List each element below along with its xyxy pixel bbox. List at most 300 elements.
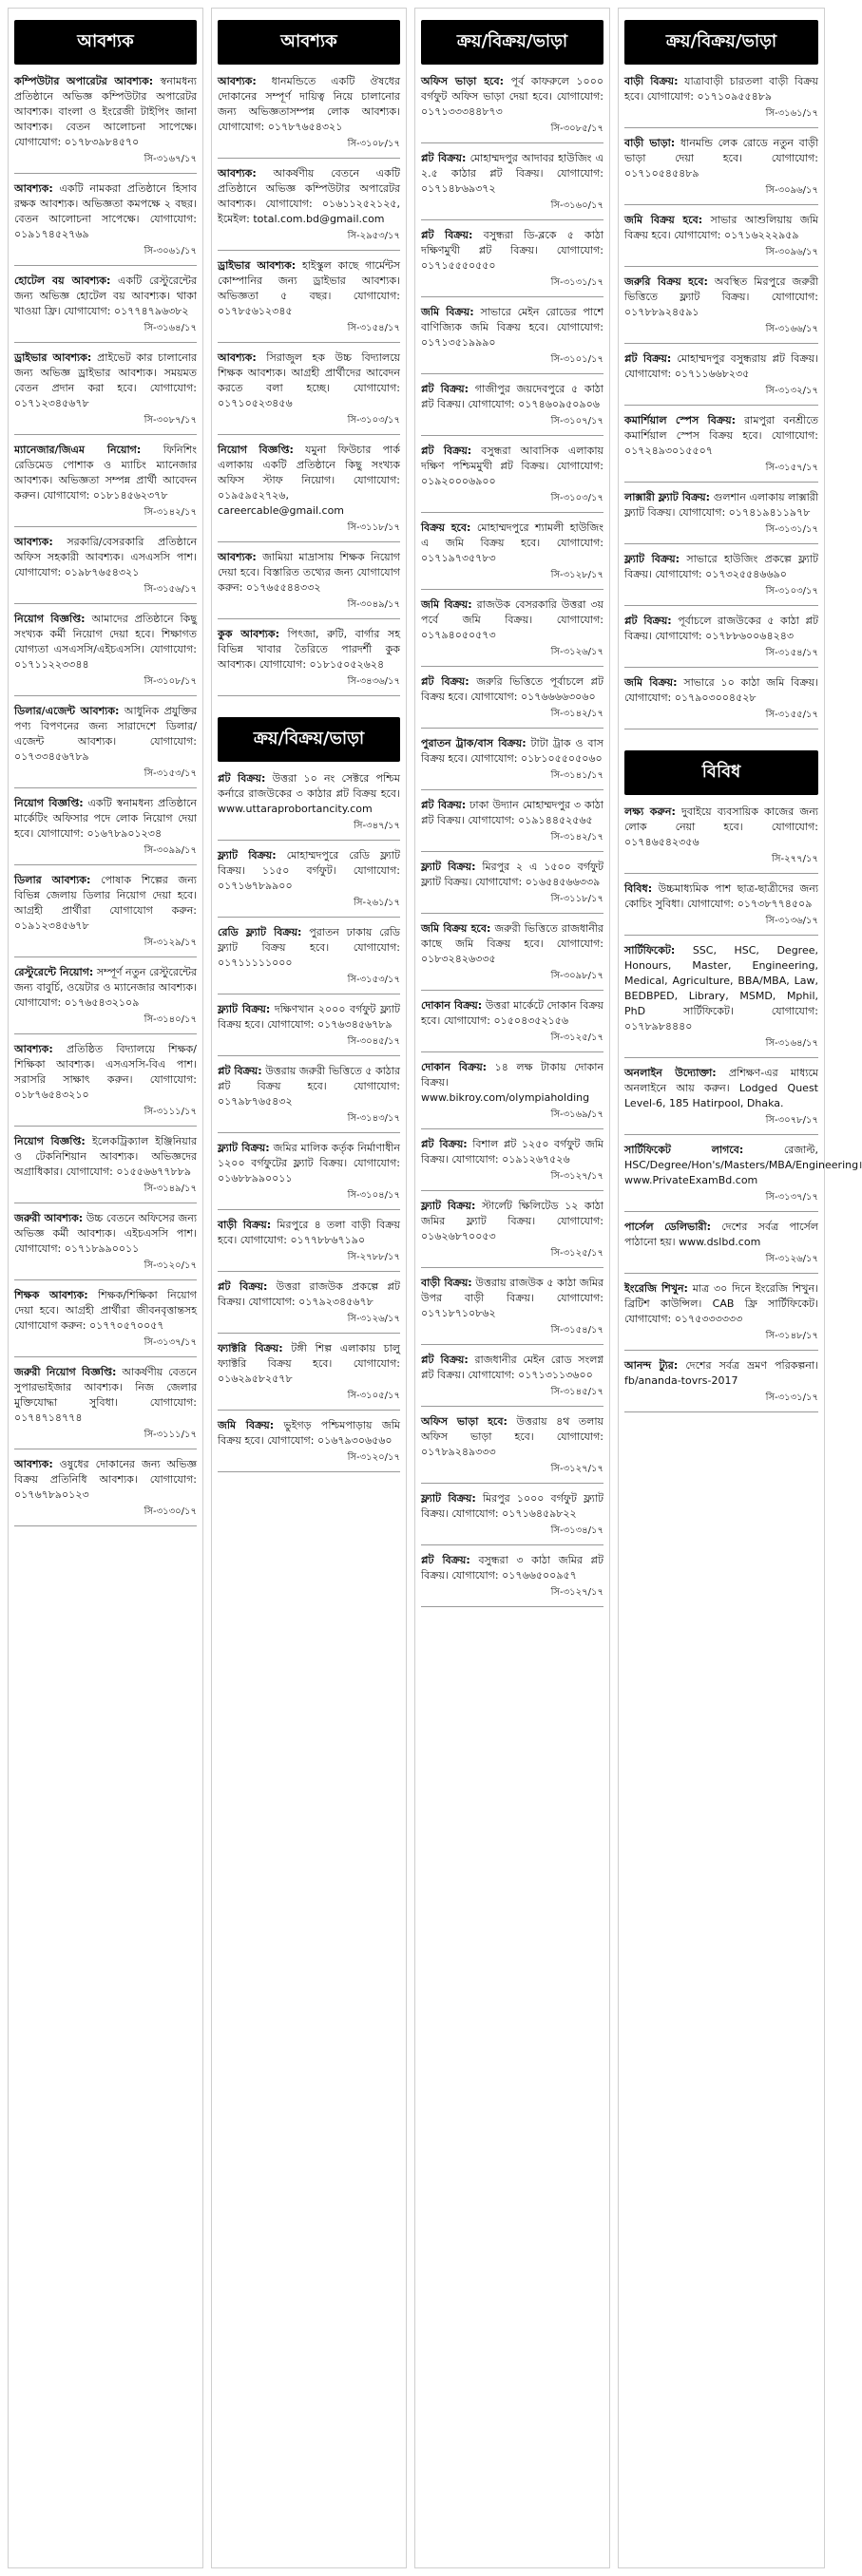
ad-divider bbox=[624, 543, 818, 544]
classified-ad bbox=[421, 151, 603, 214]
ad-reference: সি-৩১২৫/১৭ bbox=[550, 1032, 603, 1043]
ad-divider bbox=[421, 1267, 603, 1268]
ad-reference: সি-৩১০১/১৭ bbox=[550, 354, 603, 365]
ad-body: একটি রেস্টুরেন্টের জন্য অভিজ্ঞ হোটেল বয় আবশ্যক। থাকা খাওয়া ফ্রি। যোগাযোগ: ০১৭৭৪৭৯৬৩৮২ bbox=[14, 275, 198, 317]
ad-reference: সি-৩১৬৬/১৭ bbox=[765, 324, 818, 334]
ad-reference: সি-২৭৭/১৭ bbox=[772, 854, 818, 864]
ad-body: মোহাম্মদপুর আদাবর হাউজিং এ ২.৫ কাঠার প্লট বিক্রয়। যোগাযোগ: ০১৭১৪৮৬৯৩৭২ bbox=[421, 152, 603, 195]
classified-ad bbox=[14, 443, 197, 521]
ad-title: জমি বিক্রয় হবে: bbox=[624, 214, 703, 226]
classified-ad bbox=[421, 736, 603, 784]
ad-divider bbox=[624, 1134, 818, 1135]
column-4 bbox=[618, 8, 862, 2568]
ad-divider bbox=[624, 605, 818, 606]
ad-title: বাড়ী ভাড়া: bbox=[624, 137, 676, 149]
ad-reference: সি-৩১৪৯/১৭ bbox=[144, 1184, 197, 1194]
classified-ad bbox=[624, 413, 818, 476]
ad-title: জমি বিক্রয়: bbox=[421, 306, 474, 318]
ad-reference: সি-৩০৭৮/১৭ bbox=[765, 1115, 818, 1126]
ad-title: নিয়োগ বিজ্ঞপ্তি: bbox=[218, 444, 294, 456]
ad-title: দোকান বিক্রয়: bbox=[421, 999, 483, 1012]
ad-divider bbox=[14, 1126, 197, 1127]
ad-title: প্লট বিক্রয়: bbox=[421, 1554, 470, 1566]
classified-ad bbox=[14, 350, 197, 428]
ad-title: শিক্ষক আবশ্যক: bbox=[14, 1289, 88, 1301]
ad-reference: সি-৩১০৫/১৭ bbox=[347, 1391, 400, 1401]
section-header-misc: বিবিধ bbox=[624, 750, 818, 795]
ad-reference: সি-৩১৬০/১৭ bbox=[550, 200, 603, 211]
ad-reference: সি-৩১২৭/১৭ bbox=[550, 1587, 603, 1598]
ad-title: ফ্ল্যাট বিক্রয়: bbox=[421, 1200, 476, 1212]
ad-title: জমি বিক্রয়: bbox=[218, 1419, 275, 1431]
ad-title: প্লট বিক্রয়: bbox=[624, 352, 672, 365]
classified-ad bbox=[421, 1553, 603, 1601]
ad-divider bbox=[624, 1057, 818, 1058]
classified-ad bbox=[14, 1365, 197, 1443]
ads-list-col4b bbox=[624, 805, 862, 1412]
ad-body: বসুন্ধরা ডি-ব্লকে ৫ কাঠা দক্ষিণমুখী প্লট বিক্রয়। যোগাযোগ: ০১৭১৫৫৫০৫৫০ bbox=[421, 229, 604, 272]
ad-reference: সি-৩১০৩/১৭ bbox=[765, 586, 818, 597]
ad-reference: সি-৩১২৬/১৭ bbox=[765, 1254, 818, 1264]
ad-title: ডিলার/এজেন্ট আবশ্যক: bbox=[14, 705, 120, 717]
ad-title: প্লট বিক্রয়: bbox=[624, 615, 672, 627]
ad-divider bbox=[14, 265, 197, 266]
ad-divider bbox=[421, 789, 603, 790]
ad-reference: সি-৩১৩২/১৭ bbox=[765, 386, 818, 396]
ad-reference: সি-৩১২০/১৭ bbox=[144, 1260, 197, 1271]
ad-divider bbox=[218, 434, 400, 435]
ad-reference: সি-২৯৫৩/১৭ bbox=[347, 231, 400, 241]
classified-ad bbox=[218, 1418, 400, 1466]
classified-ad bbox=[624, 614, 818, 661]
ad-reference: সি-৩১৪২/১৭ bbox=[144, 507, 197, 518]
ad-divider bbox=[218, 618, 400, 619]
ad-title: আবশ্যক: bbox=[218, 167, 257, 180]
ad-reference: সি-৩১৩১/১৭ bbox=[765, 524, 818, 535]
ad-body: ঢাকা উদ্যান মোহাম্মদপুর ৩ কাঠা প্লট বিক্রয়। যোগাযোগ: ০১৯১৪৪৫২৫৬৫ bbox=[421, 799, 603, 826]
ad-title: সার্টিফিকেট: bbox=[624, 944, 676, 957]
ad-body: হাইস্কুল কাছে গার্মেন্টস কোম্পানির জন্য ড্রাইভার আবশ্যক। অভিজ্ঞতা ৫ বছর। যোগাযোগ: ০১৭৮৫৬১২৩৪৫ bbox=[218, 259, 400, 317]
classified-ad bbox=[14, 1042, 197, 1120]
classified-ad bbox=[421, 521, 603, 583]
classified-ad bbox=[421, 74, 603, 137]
ad-body: ইলেকট্রিক্যাল ইঞ্জিনিয়ার ও টেকনিশিয়ান আবশ্যক। অভিজ্ঞদের অগ্রাধিকার। যোগাযোগ: ০১৫৫৬৬৭৭৮৮৯ bbox=[14, 1135, 197, 1178]
ad-title: দোকান বিক্রয়: bbox=[421, 1061, 488, 1073]
ad-body: মোহাম্মদপুরে শ্যামলী হাউজিং এ জমি বিক্রয় হবে। যোগাযোগ: ০১৭১৯৭৩৫৭৮৩ bbox=[421, 521, 604, 564]
classified-ad bbox=[421, 1353, 603, 1400]
ad-divider bbox=[421, 666, 603, 667]
ad-divider bbox=[14, 864, 197, 865]
classified-ad bbox=[218, 166, 400, 244]
ad-body: উত্তরা রাজউক প্রকল্পে প্লট বিক্রয়। যোগাযোগ: ০১৭৯২৩৪৫৬৭৮ bbox=[218, 1280, 400, 1308]
ad-body: স্বনামধন্য প্রতিষ্ঠানে অভিজ্ঞ কম্পিউটার অপারেটর আবশ্যক। বাংলা ও ইংরেজী টাইপিং জানা আবশ্যক। বেতন আলোচনা সাপেক্ষে। যোগাযোগ: ০১৭৮৩৯৮৪৫৭০ bbox=[14, 75, 197, 148]
ad-divider bbox=[218, 158, 400, 159]
classified-ad bbox=[14, 535, 197, 597]
ad-reference: সি-৩১০৪/১৭ bbox=[347, 1190, 400, 1201]
ad-body: ভুইগড় পশ্চিমপাড়ায় জমি বিক্রয় হবে। যোগাযোগ: ০১৬৭৯৩০৬৫৬০ bbox=[218, 1419, 401, 1447]
ad-title: রেডি ফ্ল্যাট বিক্রয়: bbox=[218, 926, 302, 938]
ad-title: ডিলার আবশ্যক: bbox=[14, 874, 91, 886]
ad-reference: সি-২৭৮৮/১৭ bbox=[347, 1252, 400, 1262]
ad-divider bbox=[624, 667, 818, 668]
classified-ad bbox=[624, 1066, 818, 1128]
section-header-buy-sell: ক্রয়/বিক্রয়/ভাড়া bbox=[624, 20, 818, 65]
ad-body: সাভারে হাউজিং প্রকল্পে ফ্ল্যাট বিক্রয়। যোগাযোগ: ০১৭৩২৫৫৪৬৬৯০ bbox=[624, 553, 819, 580]
classified-ad bbox=[218, 848, 400, 911]
ad-title: বিবিধ: bbox=[624, 882, 653, 895]
ad-title: প্লট বিক্রয়: bbox=[421, 152, 467, 164]
ad-title: জমি বিক্রয়: bbox=[624, 676, 678, 689]
section-header-wanted: আবশ্যক bbox=[14, 20, 197, 65]
classified-ad bbox=[421, 998, 603, 1046]
ad-reference: সি-৩০৮৫/১৭ bbox=[550, 123, 603, 134]
ad-body: একটি স্বনামধন্য প্রতিষ্ঠানে মার্কেটিং অফিসার পদে লোক নিয়োগ দেয়া হবে। যোগাযোগ: ০১৬৭৮৯০১২৩৪ bbox=[14, 797, 197, 840]
ad-divider bbox=[14, 1525, 197, 1526]
ad-reference: সি-৩১৪৩/১৭ bbox=[347, 1113, 400, 1124]
ad-reference: সি-৩১৩৭/১৭ bbox=[144, 1337, 197, 1348]
ad-title: প্লট বিক্রয়: bbox=[218, 1065, 262, 1077]
ad-body: মিরপুরে ৪ তলা বাড়ী বিক্রয় হবে। যোগাযোগ: ০১৭৭৮৮৬৭১৯০ bbox=[218, 1219, 400, 1246]
ad-reference: সি-৩০৬১/১৭ bbox=[144, 246, 197, 256]
classified-ad bbox=[421, 382, 603, 429]
classified-ad bbox=[421, 597, 603, 660]
ad-title: ফ্ল্যাট বিক্রয়: bbox=[218, 849, 277, 862]
ad-body: বসুন্ধরা আবাসিক এলাকায় দক্ষিণ পশ্চিমমুখী প্লট বিক্রয়। যোগাযোগ: ০১৯২০০০৬৯০০ bbox=[421, 445, 603, 487]
ad-divider bbox=[624, 266, 818, 267]
ad-reference: সি-৩১১৮/১৭ bbox=[347, 522, 400, 533]
ad-reference: সি-৩১৩০/১৭ bbox=[144, 1506, 197, 1517]
ad-reference: সি-৩১৫৭/১৭ bbox=[765, 463, 818, 473]
ad-divider bbox=[218, 1055, 400, 1056]
ads-list-col2 bbox=[218, 74, 400, 696]
ad-title: ম্যানেজার/জিএম নিয়োগ: bbox=[14, 444, 142, 456]
ad-reference: সি-৩০৯৮/১৭ bbox=[550, 971, 603, 981]
ad-reference: সি-৩১০৭/১৭ bbox=[550, 416, 603, 426]
ad-body: শিক্ষক/শিক্ষিকা নিয়োগ দেয়া হবে। আগ্রহী প্রার্থীরা জীবনবৃত্তান্তসহ যোগাযোগ করুন: ০১৭৭০৫৭০০৫৭ bbox=[14, 1289, 197, 1332]
ad-reference: সি-৩১৫৪/১৭ bbox=[765, 648, 818, 658]
ad-divider bbox=[14, 787, 197, 788]
ad-title: রেস্টুরেন্টে নিয়োগ: bbox=[14, 966, 94, 978]
ad-reference: সি-৩১১১/১৭ bbox=[144, 1107, 197, 1117]
ad-reference: সি-৩১৬৪/১৭ bbox=[765, 1038, 818, 1049]
ad-divider bbox=[218, 1209, 400, 1210]
ad-title: লাক্সারী ফ্ল্যাট বিক্রয়: bbox=[624, 491, 711, 503]
ad-divider bbox=[421, 913, 603, 914]
ad-reference: সি-৩১৬৯/১৭ bbox=[550, 1109, 603, 1120]
ad-title: ফ্ল্যাট বিক্রয়: bbox=[218, 1142, 270, 1154]
ad-reference: সি-৩১৪২/১৭ bbox=[550, 832, 603, 843]
ad-title: ফ্যাক্টরি বিক্রয়: bbox=[218, 1342, 283, 1354]
classified-ad bbox=[218, 258, 400, 336]
classified-ad bbox=[218, 627, 400, 690]
ad-body: অবস্থিত মিরপুরে জরুরী ভিত্তিতে ফ্ল্যাট বিক্রয়। যোগাযোগ: ০১৭৮৮৯২৪৫৯১ bbox=[624, 275, 819, 318]
classified-ad bbox=[421, 305, 603, 368]
ad-title: অফিস ভাড়া হবে: bbox=[421, 75, 505, 87]
ad-body: সাভারে ১০ কাঠা জমি বিক্রয়। যোগাযোগ: ০১৭৯০৩০০৪৫২৮ bbox=[624, 676, 818, 704]
classified-ad bbox=[624, 275, 818, 337]
ad-divider bbox=[218, 250, 400, 251]
classified-ad bbox=[624, 675, 818, 723]
ad-title: পুরাতন ট্রাক/বাস বিক্রয়: bbox=[421, 737, 527, 749]
classified-ad bbox=[14, 74, 197, 167]
ad-body: ফিনিশিং রেডিমেড পোশাক ও ম্যাচিং ম্যানেজার আবশ্যক। অভিজ্ঞতা সম্পন্ন প্রার্থী আবেদন করুন। যোগাযোগ: ০১৮১৪৫৬২৩৭৮ bbox=[14, 444, 198, 502]
ad-divider bbox=[421, 142, 603, 143]
ad-title: প্লট বিক্রয়: bbox=[421, 1138, 468, 1150]
ad-body: আধুনিক প্রযুক্তির পণ্য বিপণনের জন্য সারাদেশে ডিলার/এজেন্ট আবশ্যক। যোগাযোগ: ০১৭৩৩৪৫৬৭৮৯ bbox=[14, 705, 198, 763]
column-2 bbox=[211, 8, 407, 2568]
classified-ad bbox=[421, 228, 603, 291]
ad-body: টাটা ট্রাক ও বাস বিক্রয় হবে। যোগাযোগ: ০১৮১০৫৫০৫০৬০ bbox=[421, 737, 603, 765]
classified-ad bbox=[624, 552, 818, 599]
classified-ad bbox=[421, 1414, 603, 1477]
ad-divider bbox=[624, 1273, 818, 1274]
ad-title: নিয়োগ বিজ্ঞপ্তি: bbox=[14, 613, 86, 625]
ad-title: প্লট বিক্রয়: bbox=[421, 383, 469, 395]
ads-list-col3 bbox=[421, 74, 603, 1607]
classified-ad bbox=[624, 1281, 818, 1344]
classified-ad bbox=[14, 1134, 197, 1197]
ad-body: আকর্ষণীয় বেতনে একটি প্রতিষ্ঠানে অভিজ্ঞ কম্পিউটার অপারেটর আবশ্যক। যোগাযোগ: ০১৬১১২৫২১২৫, ইমেইল: total.com.bd@gmail.com bbox=[218, 167, 400, 225]
ad-title: প্লট বিক্রয়: bbox=[218, 1280, 268, 1293]
ad-title: ফ্ল্যাট বিক্রয়: bbox=[218, 1003, 271, 1015]
ad-body: রাজউক বেসরকারি উত্তরা ৩য় পর্বে জমি বিক্রয়। যোগাযোগ: ০১৭৯৪০৫০৫৭৩ bbox=[421, 598, 603, 641]
ad-divider bbox=[421, 1128, 603, 1129]
ad-divider bbox=[218, 1410, 400, 1411]
ad-title: কুক আবশ্যক: bbox=[218, 628, 279, 640]
ad-title: বাড়ী বিক্রয়: bbox=[218, 1219, 272, 1231]
ad-divider bbox=[421, 1483, 603, 1484]
ad-divider bbox=[624, 1211, 818, 1212]
ad-title: নিয়োগ বিজ্ঞপ্তি: bbox=[14, 797, 84, 809]
classified-ad bbox=[421, 1491, 603, 1539]
ad-reference: সি-৩১০৩/১৭ bbox=[550, 493, 603, 503]
ad-reference: সি-২৬১/১৭ bbox=[354, 898, 400, 908]
classified-ad bbox=[218, 74, 400, 152]
ad-body: দেশের সর্বত্র ভ্রমণ পরিকল্পনা। fb/ananda-tovrs-2017 bbox=[624, 1359, 818, 1387]
ad-body: আমাদের প্রতিষ্ঠানে কিছু সংখ্যক কর্মী নিয়োগ দেয়া হবে। শিক্ষাগত যোগ্যতা এসএসসি/এইচএসসি। যোগাযোগ: ০১৭১১২২৩৩৪৪ bbox=[14, 613, 197, 671]
ad-divider bbox=[421, 990, 603, 991]
ad-divider bbox=[624, 873, 818, 874]
ad-divider bbox=[421, 435, 603, 436]
ad-body: জমির মালিক কর্তৃক নির্মাণাধীন ১২০০ বর্গফুটের ফ্ল্যাট বিক্রয়। যোগাযোগ: ০১৬৮৮৯৯০০১১ bbox=[218, 1142, 400, 1184]
ad-title: ফ্ল্যাট বিক্রয়: bbox=[421, 1492, 476, 1505]
ad-divider bbox=[14, 1279, 197, 1280]
ad-body: টঙ্গী শিল্প এলাকায় চালু ফ্যাক্টরি বিক্রয় হবে। যোগাযোগ: ০১৬২৯৫৮২৫৭৮ bbox=[218, 1342, 400, 1385]
ad-body: মোহাম্মদপুর বসুন্ধরায় প্লট বিক্রয়। যোগাযোগ: ০১৭১১৬৬৮২৩৫ bbox=[624, 352, 819, 380]
column-3 bbox=[414, 8, 610, 2568]
ad-title: প্লট বিক্রয়: bbox=[421, 1354, 469, 1366]
ad-reference: সি-৩১৩১/১৭ bbox=[550, 277, 603, 288]
section-header-buy-sell: ক্রয়/বিক্রয়/ভাড়া bbox=[218, 717, 400, 762]
ad-title: আবশ্যক: bbox=[14, 536, 53, 548]
classified-ad bbox=[421, 1276, 603, 1338]
ad-title: ইংরেজি শিখুন: bbox=[624, 1282, 688, 1295]
ad-title: বাড়ী বিক্রয়: bbox=[421, 1277, 472, 1289]
classified-ad bbox=[14, 965, 197, 1028]
ad-body: উচ্চ বেতনে অফিসের জন্য অভিজ্ঞ কর্মী আবশ্যক। এইচএসসি পাশ। যোগাযোগ: ০১৭১৮৯৯০০১১ bbox=[14, 1212, 198, 1255]
ad-body: মোহাম্মদপুরে রেডি ফ্ল্যাট বিক্রয়। ১১৫০ বর্গফুট। যোগাযোগ: ০১৭১৬৭৮৯৯০০ bbox=[218, 849, 401, 892]
ad-reference: সি-৩১৫৪/১৭ bbox=[347, 323, 400, 333]
classified-ad bbox=[14, 181, 197, 259]
classified-ad bbox=[14, 873, 197, 951]
ad-reference: সি-৩১২০/১৭ bbox=[347, 1452, 400, 1463]
ads-list-col2b bbox=[218, 771, 400, 1472]
ad-title: অফিস ভাড়া হবে: bbox=[421, 1415, 508, 1428]
ad-reference: সি-৩১৬১/১৭ bbox=[765, 108, 818, 119]
classified-ad bbox=[218, 350, 400, 428]
ad-body: যমুনা ফিউচার পার্ক এলাকায় একটি প্রতিষ্ঠানে কিছু সংখ্যক অফিস স্টাফ নিয়োগ। যোগাযোগ: ০১৯৫৯৫২৭২৬, careercable@gmail.com bbox=[218, 444, 400, 517]
ad-body: আকর্ষণীয় বেতনে সুপারভাইজার আবশ্যক। নিজ জেলার মুক্তিযোদ্ধা সুবিধা। যোগাযোগ: ০১৭৪৭১৪৭৭৪ bbox=[14, 1366, 197, 1424]
ad-body: উত্তরা ১০ নং সেক্টরে পশ্চিম কর্নারে রাজউকের ৩ কাঠার প্লট বিক্রয় হবে। www.uttaraprobortancity.com bbox=[218, 772, 400, 815]
ad-divider bbox=[421, 1544, 603, 1545]
classified-ad bbox=[218, 1218, 400, 1265]
ad-title: অনলাইন উদ্যোক্তা: bbox=[624, 1067, 717, 1079]
classified-ad bbox=[624, 1358, 818, 1406]
ad-title: প্লট বিক্রয়: bbox=[421, 799, 467, 811]
ad-reference: সি-৩৪৩৬/১৭ bbox=[347, 676, 400, 687]
column-1 bbox=[8, 8, 203, 2568]
ad-body: বসুন্ধরা ৩ কাঠা জমির প্লট বিক্রয়। যোগাযোগ: ০১৭৬৬৫০০৯৫৭ bbox=[421, 1554, 604, 1582]
ad-body: জরুরী ভিত্তিতে রাজধানীর কাছে জমি বিক্রয় হবে। যোগাযোগ: ০১৮৩২৪২৬৩৩৫ bbox=[421, 922, 603, 965]
ad-reference: সি-৩০৯৯/১৭ bbox=[144, 845, 197, 856]
ad-reference: সি-৩১৪২/১৭ bbox=[550, 709, 603, 719]
ad-body: মাত্র ৩০ দিনে ইংরেজি শিখুন। ব্রিটিশ কাউন্সিল। CAB ফ্রি সার্টিফিকেট। যোগাযোগ: ০১৭৫৩৩৩৩৩৩ bbox=[624, 1282, 819, 1325]
ad-body: দেশের সর্বত্র পার্সেল পাঠানো হয়। www.dslbd.com bbox=[624, 1221, 818, 1248]
ad-divider bbox=[421, 1344, 603, 1345]
ad-divider bbox=[624, 405, 818, 406]
ad-title: ফ্ল্যাট বিক্রয়: bbox=[421, 861, 476, 873]
ad-title: ড্রাইভার আবশ্যক: bbox=[14, 351, 92, 364]
ad-body: উত্তরা মার্কেটে দোকান বিক্রয় হবে। যোগাযোগ: ০১৫০৪৩৫২১৫৬ bbox=[421, 999, 604, 1027]
classified-ad bbox=[218, 771, 400, 834]
ad-title: আবশ্যক: bbox=[218, 75, 257, 87]
classified-ad bbox=[218, 1002, 400, 1050]
ad-body: পূর্বাচলে রাজউকের ৫ কাঠা প্লট বিক্রয়। যোগাযোগ: ০১৭৮৮৬০০৬৪২৪৩ bbox=[624, 615, 819, 642]
ad-reference: সি-৩০৯৬/১৭ bbox=[765, 185, 818, 196]
ad-title: বিক্রয় হবে: bbox=[421, 521, 471, 534]
ad-reference: সি-৩১৬৭/১৭ bbox=[144, 154, 197, 164]
ad-divider bbox=[14, 173, 197, 174]
ad-reference: সি-৩০৪৫/১৭ bbox=[347, 1036, 400, 1047]
ad-reference: সি-৩১০৩/১৭ bbox=[347, 415, 400, 426]
ad-body: উত্তরায় জরুরী ভিত্তিতে ৫ কাঠার প্লট বিক্রয় হবে। যোগাযোগ: ০১৭৯৮৭৬৫৪৩২ bbox=[218, 1065, 400, 1108]
ad-divider bbox=[624, 1411, 818, 1412]
ad-divider bbox=[218, 840, 400, 841]
ad-reference: সি-৩১২৭/১৭ bbox=[550, 1171, 603, 1182]
ad-body: ১৪ লক্ষ টাকায় দোকান বিক্রয়। www.bikroy.com/olympiaholding bbox=[421, 1061, 604, 1104]
ad-divider bbox=[421, 219, 603, 220]
ad-reference: সি-৩১৫৪/১৭ bbox=[550, 1325, 603, 1335]
ad-body: পুরাতন ঢাকায় রেডি ফ্ল্যাট বিক্রয় হবে। যোগাযোগ: ০১৭১১১১১০০০ bbox=[218, 926, 400, 969]
ad-divider bbox=[624, 343, 818, 344]
section-header-buy-sell: ক্রয়/বিক্রয়/ভাড়া bbox=[421, 20, 603, 65]
ad-body: জামিয়া মাদ্রাসায় শিক্ষক নিয়োগ দেয়া হবে। বিস্তারিত তথ্যের জন্য যোগাযোগ করুন: ০১৭৬৫৫৪৪৩৩২ bbox=[218, 551, 400, 594]
ad-divider bbox=[624, 1350, 818, 1351]
gap bbox=[218, 704, 400, 711]
classified-ad bbox=[624, 490, 818, 538]
ad-title: জমি বিক্রয় হবে: bbox=[421, 922, 491, 935]
classified-ad bbox=[421, 860, 603, 907]
classified-ad bbox=[421, 921, 603, 984]
ad-divider bbox=[218, 342, 400, 343]
ad-reference: সি-৩১৩৬/১৭ bbox=[765, 916, 818, 926]
ad-body: পিৎজা, রুটি, বার্গার সহ বিভিন্ন খাবার তৈরিতে পারদর্শী কুক আবশ্যক। যোগাযোগ: ০১৮১৫০৫২৬২৪ bbox=[218, 628, 401, 671]
ad-divider bbox=[421, 728, 603, 729]
ad-body: উত্তরায় ৪থ তলায় অফিস ভাড়া হবে। যোগাযোগ: ০১৭৮৯২৪৯৩৩৩ bbox=[421, 1415, 603, 1458]
ad-body: জরুরি ভিত্তিতে পূর্বাচলে প্লট বিক্রয় হবে। যোগাযোগ: ০১৭৬৬৬৬৩০৬০ bbox=[421, 675, 604, 703]
classified-ad bbox=[14, 1211, 197, 1274]
ad-body: রামপুরা বনশ্রীতে কমার্শিয়াল স্পেস বিক্রয় হবে। যোগাযোগ: ০১৭২৪৯৩০১৫৫০৭ bbox=[624, 414, 819, 457]
ad-title: আবশ্যক: bbox=[14, 182, 53, 195]
ad-reference: সি-৩১৫৬/১৭ bbox=[144, 584, 197, 595]
ad-divider bbox=[218, 1271, 400, 1272]
section-header-wanted: আবশ্যক bbox=[218, 20, 400, 65]
ad-body: বিশাল প্লট ১২৫০ বর্গফুট জমি বিক্রয়। যোগাযোগ: ০১৯১২৬৭৫২৬ bbox=[421, 1138, 603, 1165]
classified-ad bbox=[14, 1457, 197, 1520]
ad-body: রেজাল্ট, HSC/Degree/Hon's/Masters/MBA/Engineering। www.PrivateExamBd.com bbox=[624, 1144, 862, 1186]
classified-ad bbox=[421, 444, 603, 506]
classified-ad bbox=[624, 805, 818, 867]
ad-body: যাত্রাবাড়ী চারতলা বাড়ী বিক্রয় হবে। যোগাযোগ: ০১৭১০৯৫৫৪৮৯ bbox=[624, 75, 818, 103]
ad-divider bbox=[421, 1606, 603, 1607]
ad-divider bbox=[421, 1051, 603, 1052]
classified-ad bbox=[624, 1220, 818, 1267]
ad-divider bbox=[218, 1333, 400, 1334]
ad-body: প্রাইভেট কার চালানোর জন্য অভিজ্ঞ ড্রাইভার আবশ্যক। সময়মত বেতন প্রদান করা হবে। যোগাযোগ: ০১৭১২৩৪৫৬৭৮ bbox=[14, 351, 198, 409]
ad-divider bbox=[421, 373, 603, 374]
ad-title: আবশ্যক: bbox=[14, 1043, 53, 1055]
ad-body: দক্ষিণখান ২০০০ বর্গফুট ফ্ল্যাট বিক্রয় হবে। যোগাযোগ: ০১৭৬৩৪৫৬৭৮৯ bbox=[218, 1003, 400, 1031]
ad-reference: সি-৩১২৬/১৭ bbox=[347, 1314, 400, 1324]
ad-title: আবশ্যক: bbox=[218, 351, 257, 364]
ad-reference: সি-৩০৪৯/১৭ bbox=[347, 599, 400, 610]
ad-divider bbox=[421, 296, 603, 297]
ad-title: আনন্দ ট্যুর: bbox=[624, 1359, 679, 1372]
ad-body: ধানমন্ডিতে একটি ঔষধের দোকানের সম্পূর্ণ দায়িত্ব নিয়ে চালানোর জন্য অভিজ্ঞতাসম্পন্ন লোক আবশ্যক। যোগাযোগ: ০১৭৮৭৬৫৪৩২১ bbox=[218, 75, 401, 133]
ad-title: বাড়ী বিক্রয়: bbox=[624, 75, 679, 87]
classified-ad bbox=[218, 925, 400, 988]
ad-reference: সি-৩১৬৪/১৭ bbox=[144, 323, 197, 333]
ad-reference: সি-৩১৪১/১৭ bbox=[550, 770, 603, 781]
ad-title: কম্পিউটার অপারেটর আবশ্যক: bbox=[14, 75, 154, 87]
classified-ad bbox=[14, 612, 197, 690]
ad-body: উত্তরায় রাজউক ৫ কাঠা জমির উপর বাড়ী বিক্রয়। যোগাযোগ: ০১৭১৮৭১০৮৬২ bbox=[421, 1277, 603, 1319]
ad-divider bbox=[421, 1406, 603, 1407]
ad-title: হোটেল বয় আবশ্যক: bbox=[14, 275, 111, 287]
ad-reference: সি-৩১০৮/১৭ bbox=[144, 676, 197, 687]
ad-title: ফ্ল্যাট বিক্রয়: bbox=[624, 553, 680, 565]
ad-title: পার্সেল ডেলিভারী: bbox=[624, 1221, 712, 1233]
ad-body: সম্পূর্ণ নতুন রেস্টুরেন্টের জন্য বাবুর্চি, ওয়েটার ও ম্যানেজার আবশ্যক। যোগাযোগ: ০১৭৬৫৪৩২১০৯ bbox=[14, 966, 197, 1009]
ad-reference: সি-৩১৩৭/১৭ bbox=[765, 1192, 818, 1203]
ad-body: প্রশিক্ষণ-এর মাধ্যমে অনলাইনে আয় করুন। Lodged Quest Level-6, 185 Hatirpool, Dhaka. bbox=[624, 1067, 818, 1109]
ad-reference: সি-৩১৫৫/১৭ bbox=[765, 710, 818, 720]
ad-divider bbox=[421, 851, 603, 852]
classified-ad bbox=[218, 443, 400, 536]
ad-body: রাজধানীর মেইন রোড সংলগ্ন প্লট বিক্রয়। যোগাযোগ: ০১৭১৩১১৩৬০০ bbox=[421, 1354, 604, 1381]
ad-divider bbox=[421, 589, 603, 590]
ad-divider bbox=[218, 695, 400, 696]
ad-body: সিরাজুল হক উচ্চ বিদ্যালয়ে শিক্ষক আবশ্যক। আগ্রহী প্রার্থীদের আবেদন করতে বলা হচ্ছে। যোগাযোগ: ০১৭১০৫২৩৪৫৬ bbox=[218, 351, 401, 409]
ad-reference: সি-৩১২৯/১৭ bbox=[144, 938, 197, 948]
ad-divider bbox=[218, 917, 400, 918]
ad-divider bbox=[14, 695, 197, 696]
ad-divider bbox=[624, 204, 818, 205]
ad-reference: সি-৩১১১/১৭ bbox=[144, 1430, 197, 1440]
ad-title: কমার্শিয়াল স্পেস বিক্রয়: bbox=[624, 414, 736, 426]
ad-reference: সি-৩১৪৮/১৭ bbox=[765, 1331, 818, 1341]
ad-title: আবশ্যক: bbox=[14, 1458, 53, 1470]
